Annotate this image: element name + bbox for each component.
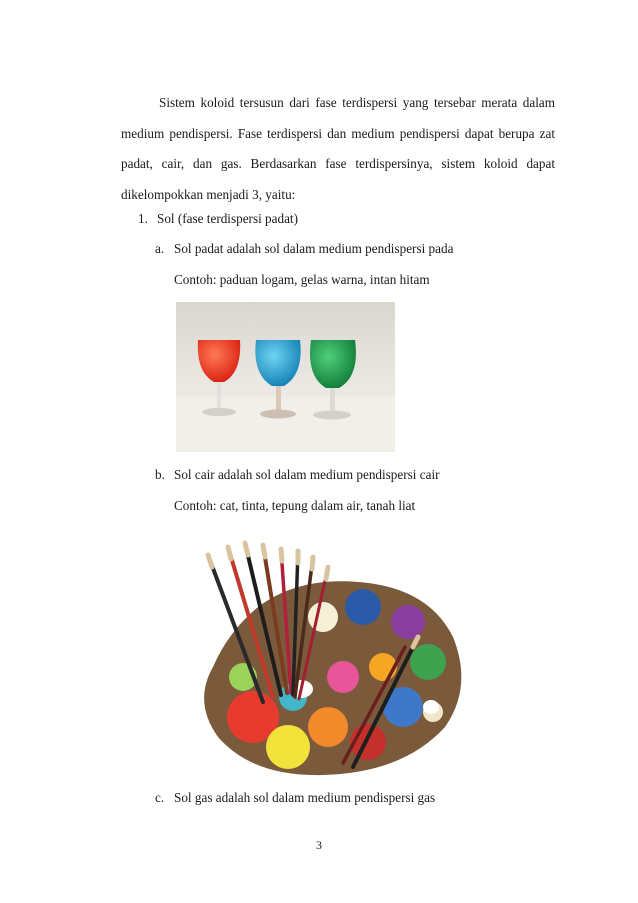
intro-text: Sistem koloid tersusun dari fase terdispersi yang tersebar merata dalam medium pendispersi. Fase terdispersi dan medium pendispersi dapat berupa zat padat, cair, dan gas. Berdasarkan fase terdispersinya, sistem koloid dapat dikelompokkan menjadi 3, yaitu: [121,95,555,202]
example-a: Contoh: paduan logam, gelas warna, intan hitam [174,272,430,287]
list-marker: 1. [138,211,148,226]
list-marker: b. [155,467,165,482]
list-item-text: Sol (fase terdispersi padat) [157,211,298,226]
list-marker: a. [155,241,165,256]
colored-glasses-image [176,302,395,452]
list-item-text: Sol cair adalah sol dalam medium pendispersi cair [174,467,440,482]
list-item-text: Sol padat adalah sol dalam medium pendispersi pada [174,241,454,256]
list-marker: c. [155,790,165,805]
page-number: 3 [316,838,322,852]
list-item-text: Sol gas adalah sol dalam medium pendispersi gas [174,790,436,805]
paint-palette-image [183,537,467,787]
example-b: Contoh: cat, tinta, tepung dalam air, tanah liat [174,498,416,513]
intro-paragraph [121,88,555,210]
